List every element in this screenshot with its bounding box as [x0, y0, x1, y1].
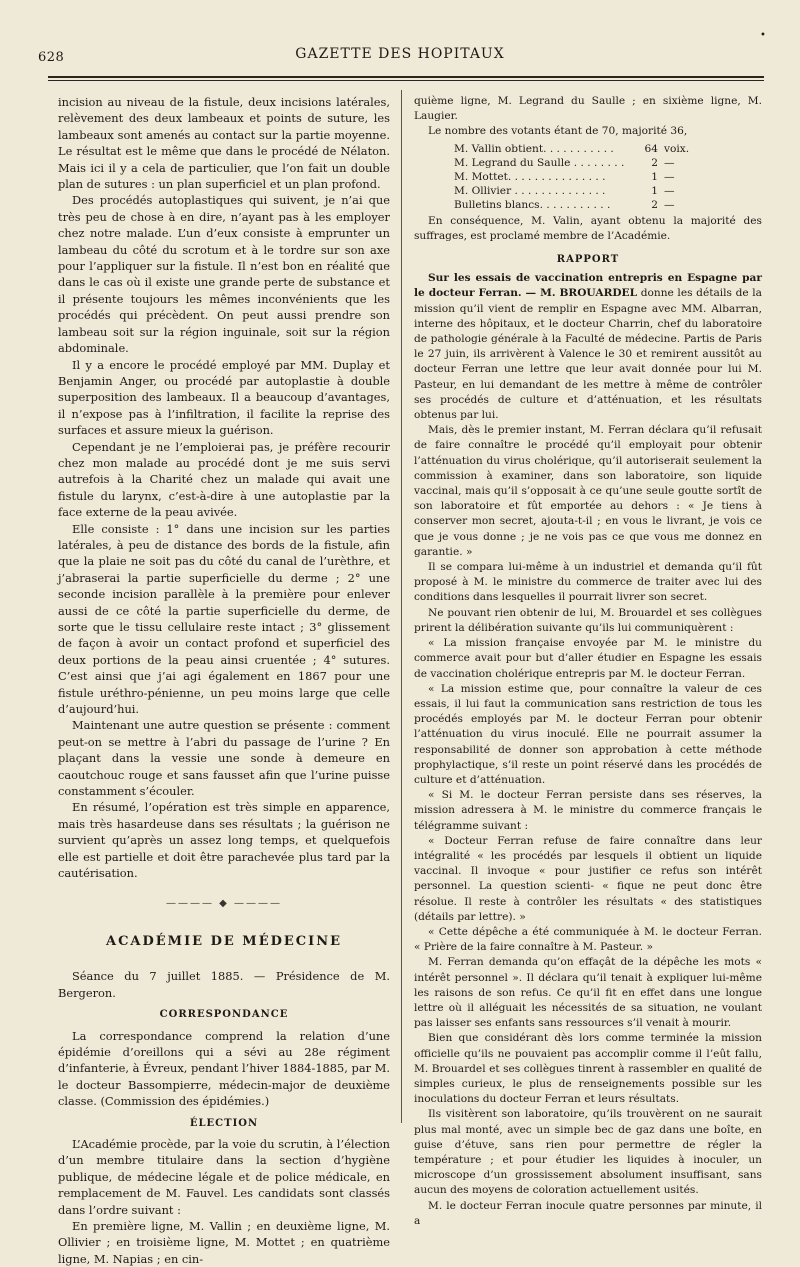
vote-table — [454, 142, 704, 212]
election-heading: ÉLECTION — [189, 1117, 259, 1129]
paragraph: En première ligne, M. Vallin ; en deuxième ligne, M. Ollivier ; en troisième ligne, M. Mottet ; en quatrième ligne, M. Napias ; en cin- — [58, 1219, 390, 1266]
paragraph: Bien que considérant dès lors comme terminée la mission officielle qu’ils ne pouvaient pas accomplir comme il l’eût fallu, M. Brouardel et ses collègues tinrent à rassembler en qualité de simples curieux, le plus de renseignements possible sur les inoculations du docteur Ferran et leurs résultats. — [414, 1032, 762, 1106]
right-column — [414, 94, 763, 1227]
paragraph: Des procédés autoplastiques qui suivent, je n’ai que très peu de chose à en dire, n’ayant pas à les employer chez notre malade. L’un d’eux consiste à emprunter un lambeau du côté du scrotum et à le tordre sur son axe pour l’appliquer sur la fistule. Il n’est bon en réalité que dans le cas où il existe une grande perte de substance et il présente toujours les mêmes inconvénients que les procédés qui précèdent. On peut aussi prendre son lambeau soit sur la région inguinale, soit sur la région abdominale. — [58, 193, 390, 356]
corner-mark: • — [760, 30, 766, 41]
paragraph: « Cette dépêche a été communiquée à M. le docteur Ferran. « Prière de la faire connaître à M. Pasteur. » — [414, 925, 762, 954]
paragraph: « Docteur Ferran refuse de faire connaître dans leur intégralité « les procédés par lesquels il obtient un liquide vaccinal. Il invoque « pour justifier ce refus son intérêt personnel. La question scienti- « fique ne peut donc être résolue. Il reste à contrôler les résultats « des statistiques (détails par lettre). » — [414, 834, 762, 923]
vote-unit: — — [664, 156, 675, 169]
paragraph: Ils visitèrent son laboratoire, qu’ils trouvèrent on ne saurait plus mal monté, avec un simple bec de gaz dans une boîte, en guise d’étuve, sans rien pour permettre de régler la température ; et pour étudier les liquides à inoculer, un microscope d’un grossissement absolument insuffisant, sans aucun des moyens de coloration actuellement usités. — [414, 1108, 762, 1197]
paragraph: Il y a encore le procédé employé par MM. Duplay et Benjamin Anger, ou procédé par autoplastie à double superposition des lambeaux. Il a beaucoup d’avantages, il n’expose pas à l’infiltration, il facilite la reprise des surfaces et assure mieux la guérison. — [58, 357, 390, 438]
rapport-heading: RAPPORT — [556, 254, 620, 266]
section-ornament: ———— ◆ ———— — [165, 897, 283, 909]
vote-unit: — — [664, 198, 675, 211]
paragraph: Mais, dès le premier instant, M. Ferran déclara qu’il refusait de faire connaître le procédé qu’il employait pour obtenir l’atténuation du virus cholérique, qu’il autoriserait seulement la commission à examiner, dans son laboratoire, son liquide vaccinal, mais qu’il s’opposait à ce qu’une seule goutte sortît de son laboratoire et fût emportée au dehors : « Je tiens à conserver mon secret, ajouta-t-il ; en vous le livrant, je vois ce que je vous donne ; je ne vois pas ce que vous me donnez en garantie. » — [414, 424, 762, 558]
paragraph: En résumé, l’opération est très simple en apparence, mais très hasardeuse dans ses résultats ; la guérison ne survient qu’après un assez long temps, et quelquefois elle est partielle et doit être parachevée plus tard par la cautérisation. — [58, 800, 390, 881]
vote-name: M. Vallin obtient. . . . . . . . . . . — [454, 142, 614, 155]
page-number: 628 — [38, 50, 65, 65]
vote-row — [454, 198, 704, 212]
vote-row — [454, 184, 704, 198]
vote-name: M. Legrand du Saulle . . . . . . . . — [454, 156, 625, 169]
correspondance-heading: CORRESPONDANCE — [159, 1009, 289, 1021]
vote-count: 64 — [644, 142, 658, 155]
paragraph: L’Académie procède, par la voie du scrutin, à l’élection d’un membre titulaire dans la section d’hygiène publique, de médecine légale et de police médicale, en remplacement de M. Fauvel. Les candidats sont classés dans l’ordre suivant : — [58, 1136, 390, 1217]
paragraph: « La mission estime que, pour connaître la valeur de ces essais, il lui faut la communication sans restriction de tous les procédés employés par M. le docteur Ferran pour obtenir l’atténuation du virus inoculé. Elle ne pourrait assumer la responsabilité de donner son approbation à cette méthode prophylactique, s’il reste un point réservé dans les procédés de culture et d’atténuation. — [414, 682, 762, 786]
vote-row — [454, 142, 704, 156]
vote-name: M. Mottet. . . . . . . . . . . . . . . — [454, 170, 606, 183]
vote-row — [454, 170, 704, 184]
paragraph: Ne pouvant rien obtenir de lui, M. Brouardel et ses collègues prirent la délibération suivante qu’ils lui communiquèrent : — [414, 606, 762, 634]
column-divider — [401, 90, 402, 1123]
paragraph: M. le docteur Ferran inocule quatre personnes par minute, il a — [414, 1199, 762, 1227]
session-line: Séance du 7 juillet 1885. — Présidence de M. Bergeron. — [58, 969, 390, 1000]
paragraph: quième ligne, M. Legrand du Saulle ; en sixième ligne, M. Laugier. — [414, 95, 762, 123]
vote-unit: — — [664, 184, 675, 197]
vote-name: Bulletins blancs. . . . . . . . . . . — [454, 198, 611, 211]
vote-row — [454, 156, 704, 170]
paragraph: La correspondance comprend la relation d’une épidémie d’oreillons qui a sévi au 28e régiment d’infanterie, à Évreux, pendant l’hiver 1884-1885, par M. le docteur Bassompierre, médecin-major de deuxième classe. (Commission des épidémies.) — [58, 1028, 390, 1109]
vote-unit: — — [664, 170, 675, 183]
rapport-lead: Sur les essais de vaccination entrepris en Espagne par le docteur Ferran. — M. BROUARDEL — [414, 272, 762, 300]
paragraph: incision au niveau de la fistule, deux incisions latérales, relèvement des deux lambeaux et points de suture, les lambeaux sont amenés au contact sur la partie moyenne. Le résultat est le même que dans le procédé de Nélaton. Mais ici il y a cela de particulier, que l’on fait un double plan de sutures : un plan superficiel et un plan profond. — [58, 95, 390, 192]
paragraph: Maintenant une autre question se présente : comment peut-on se mettre à l’abri du passage de l’urine ? En plaçant dans la vessie une sonde à demeure en caoutchouc rouge et sans fausset afin que l’urine puisse constamment s’écouler. — [58, 718, 390, 799]
rapport-first-paragraph — [414, 271, 762, 423]
left-column — [58, 94, 390, 1266]
header-rule — [48, 76, 764, 81]
paragraph: Il se compara lui-même à un industriel et demanda qu’il fût proposé à M. le ministre du commerce de traiter avec lui des conditions dans lesquelles il pourrait livrer son secret. — [414, 561, 762, 604]
vote-count: 2 — [651, 156, 658, 169]
vote-count: 1 — [651, 184, 658, 197]
paragraph: En conséquence, M. Valin, ayant obtenu la majorité des suffrages, est proclamé membre de l’Académie. — [414, 214, 762, 242]
vote-count: 2 — [651, 198, 658, 211]
running-title: GAZETTE DES HOPITAUX — [295, 46, 505, 62]
vote-name: M. Ollivier . . . . . . . . . . . . . . — [454, 184, 606, 197]
paragraph: « Si M. le docteur Ferran persiste dans ses réserves, la mission adressera à M. le ministre du commerce français le télégramme suivant : — [414, 789, 762, 832]
paragraph: Le nombre des votants étant de 70, majorité 36, — [428, 125, 688, 138]
vote-unit: voix. — [664, 142, 690, 155]
rapport-first-text: donne les détails de la mission qu’il vient de remplir en Espagne avec MM. Albarran, interne des hôpitaux, et le docteur Charrin, chef du laboratoire de pathologie générale à la Faculté de médecine. Partis de Paris le 27 juin, ils arrivèrent à Valence le 30 et remirent aussitôt au docteur Ferran une lettre que leur avait donnée pour lui M. Pasteur, en lui demandant de les mettre à même de contrôler ses procédés de culture et d’atténuation, et les résultats obtenus par lui. — [414, 287, 763, 422]
vote-count: 1 — [651, 170, 658, 183]
paragraph: Elle consiste : 1° dans une incision sur les parties latérales, à peu de distance des bords de la fistule, afin que la plaie ne soit pas du côté du canal de l’urèthre, et j’abraserai la partie superficielle du derme ; 2° une seconde incision parallèle à la première pour enlever aussi de ce côté la partie superficielle du derme, de sorte que le tissu cellulaire reste intact ; 3° glissement de façon à avoir un contact profond et superficiel des deux portions de la peau ainsi cruentée ; 4° sutures. C’est ainsi que j’ai agi également en 1867 pour une fistule uréthro-pénienne, un peu moins large que celle d’aujourd’hui. — [58, 521, 390, 717]
paragraph: Cependant je ne l’emploierai pas, je préfère recourir chez mon malade au procédé dont je me suis servi autrefois à la Charité chez un malade qui avait une fistule du larynx, c’est-à-dire à une autoplastie par la face externe de la peau avivée. — [58, 439, 390, 520]
paragraph: « La mission française envoyée par M. le ministre du commerce avait pour but d’aller étudier en Espagne les essais de vaccination cholérique entrepris par M. le docteur Ferran. — [414, 637, 762, 680]
paragraph: M. Ferran demanda qu’on effaçât de la dépêche les mots « intérêt personnel ». Il déclara qu’il tenait à expliquer lui-même les raisons de son refus. Ce qu’il fit en effet dans une longue lettre où il alléguait les nécessités de sa situation, ne voulant pas laisser ses enfants sans ressources s’il venait à mourir. — [414, 956, 762, 1030]
section-title: ACADÉMIE DE MÉDECINE — [105, 933, 342, 949]
